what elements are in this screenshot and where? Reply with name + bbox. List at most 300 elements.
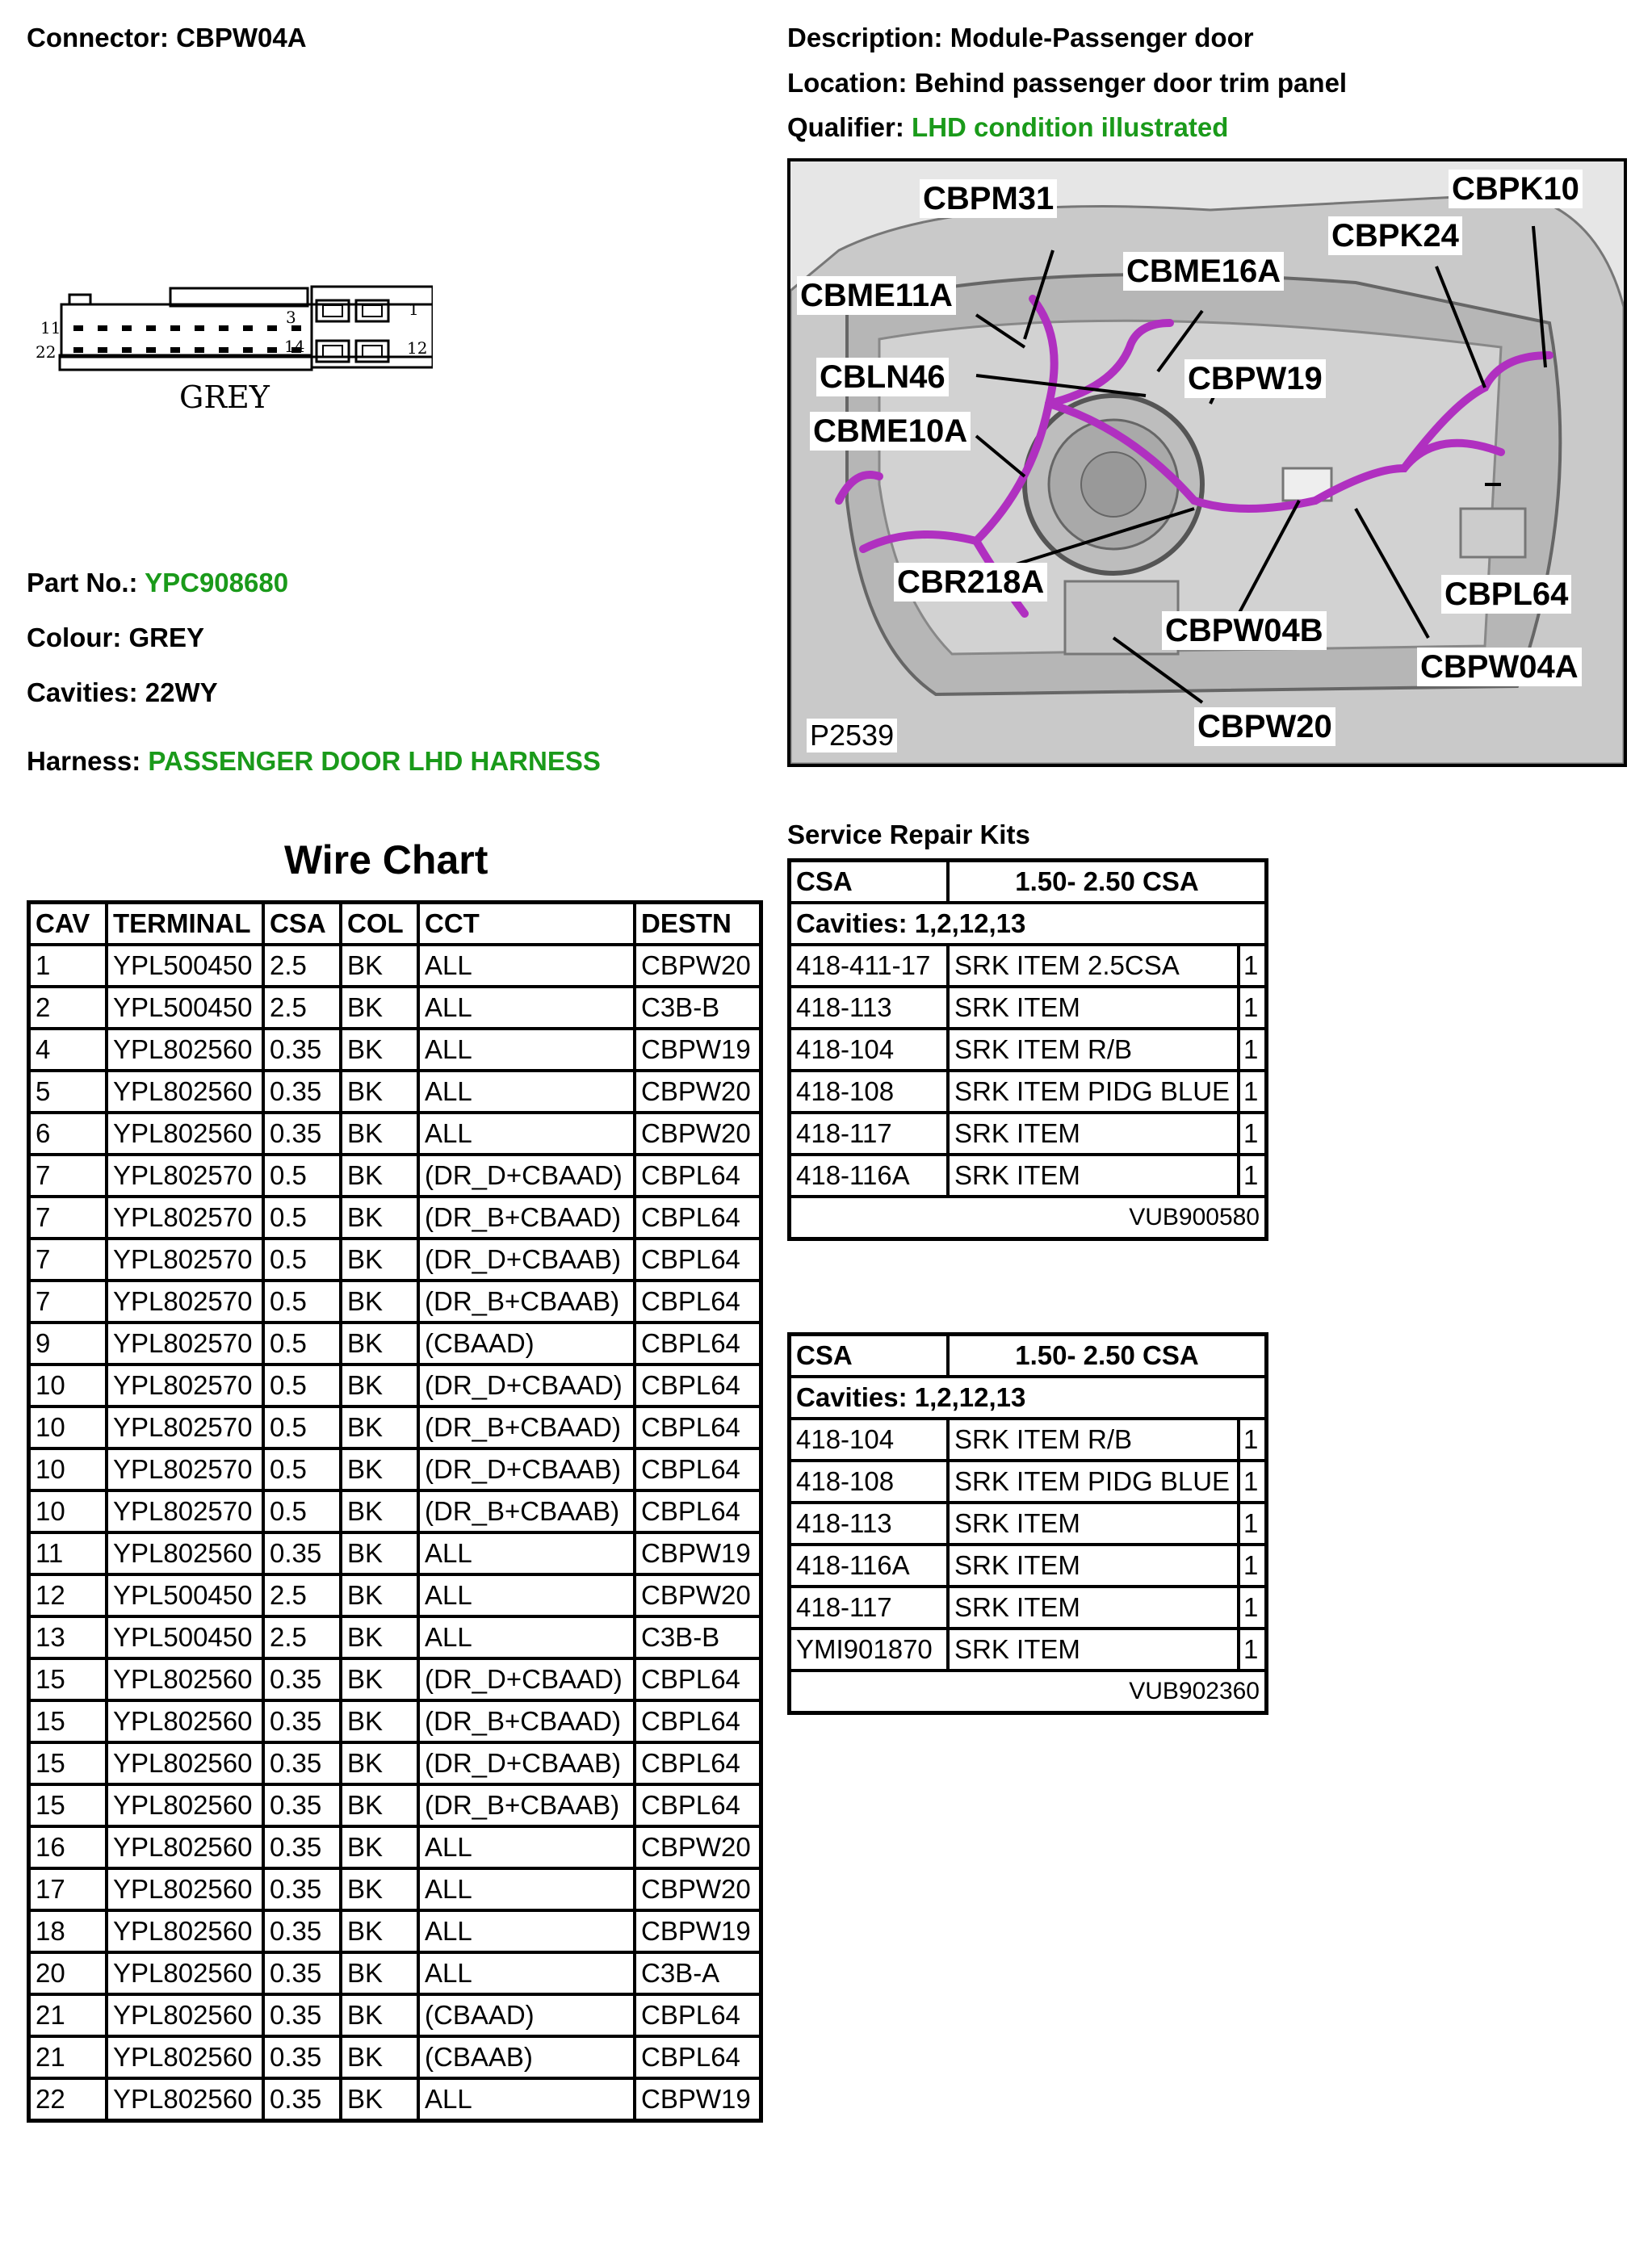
cell-destn: CBPW19 xyxy=(635,1910,761,1952)
kit-csa-range: 1.50- 2.50 CSA xyxy=(948,861,1267,903)
cavities-line xyxy=(27,677,218,708)
cell-destn: CBPL64 xyxy=(635,1197,761,1239)
cell-terminal: YPL802560 xyxy=(107,2078,263,2121)
wire-chart-row xyxy=(29,2078,761,2121)
description-value: Module-Passenger door xyxy=(950,23,1254,52)
cell-cav: 11 xyxy=(29,1532,107,1574)
kit-csa-label: CSA xyxy=(790,1335,949,1377)
cell-terminal: YPL802560 xyxy=(107,2036,263,2078)
cell-destn: C3B-B xyxy=(635,1616,761,1658)
cell-csa: 0.35 xyxy=(263,1952,341,1994)
kit-item-qty: 1 xyxy=(1239,1113,1267,1155)
cell-cav: 16 xyxy=(29,1826,107,1868)
cell-cav: 22 xyxy=(29,2078,107,2121)
cell-cct: ALL xyxy=(418,1910,635,1952)
wire-chart-row xyxy=(29,1868,761,1910)
kit-item-row xyxy=(790,1545,1267,1587)
kit-item-qty: 1 xyxy=(1239,1629,1267,1671)
pin-12-label: 12 xyxy=(407,338,428,358)
cell-terminal: YPL802560 xyxy=(107,1700,263,1742)
cell-terminal: YPL802570 xyxy=(107,1239,263,1281)
wire-chart-row xyxy=(29,1952,761,1994)
cell-cct: ALL xyxy=(418,1952,635,1994)
part-no-value: YPC908680 xyxy=(145,568,289,597)
cell-csa: 0.35 xyxy=(263,2036,341,2078)
description-label: Description: xyxy=(787,23,943,52)
cell-destn: CBPW20 xyxy=(635,1868,761,1910)
kit-cavities-row xyxy=(790,903,1267,945)
cell-terminal: YPL802560 xyxy=(107,1071,263,1113)
cell-terminal: YPL802560 xyxy=(107,1910,263,1952)
cell-cct: (DR_B+CBAAB) xyxy=(418,1490,635,1532)
cell-destn: CBPW20 xyxy=(635,1071,761,1113)
cell-csa: 0.35 xyxy=(263,1742,341,1784)
cell-cav: 10 xyxy=(29,1448,107,1490)
cell-col: BK xyxy=(341,1490,418,1532)
cell-cav: 4 xyxy=(29,1029,107,1071)
kit-item-row xyxy=(790,1071,1267,1113)
cell-cct: ALL xyxy=(418,1868,635,1910)
cell-col: BK xyxy=(341,1406,418,1448)
wire-chart-row xyxy=(29,1658,761,1700)
kit-csa-label: CSA xyxy=(790,861,949,903)
cell-csa: 0.5 xyxy=(263,1448,341,1490)
cell-terminal: YPL802570 xyxy=(107,1323,263,1365)
kit-code-row xyxy=(790,1671,1267,1713)
kit-item-qty: 1 xyxy=(1239,1587,1267,1629)
cell-col: BK xyxy=(341,1239,418,1281)
kit-cavities-row xyxy=(790,1377,1267,1419)
wire-chart-row xyxy=(29,1742,761,1784)
cell-csa: 0.35 xyxy=(263,1658,341,1700)
kit-item-desc: SRK ITEM xyxy=(948,1545,1239,1587)
cell-csa: 0.35 xyxy=(263,1994,341,2036)
cell-col: BK xyxy=(341,1029,418,1071)
wire-chart-row xyxy=(29,1910,761,1952)
pin-22-label: 22 xyxy=(36,342,57,362)
kit-csa-row xyxy=(790,1335,1267,1377)
door-location-photo xyxy=(787,158,1627,767)
cell-destn: CBPW20 xyxy=(635,1113,761,1155)
wire-chart-row xyxy=(29,945,761,987)
kit-item-qty: 1 xyxy=(1239,1503,1267,1545)
cell-terminal: YPL802570 xyxy=(107,1155,263,1197)
cell-cav: 12 xyxy=(29,1574,107,1616)
cell-destn: CBPL64 xyxy=(635,1658,761,1700)
wire-chart-row xyxy=(29,1071,761,1113)
cell-cct: ALL xyxy=(418,1029,635,1071)
cell-cav: 20 xyxy=(29,1952,107,1994)
callout-cbpw04b: CBPW04B xyxy=(1162,611,1327,650)
kit-item-qty: 1 xyxy=(1239,1545,1267,1587)
cell-csa: 0.35 xyxy=(263,1700,341,1742)
cell-cav: 21 xyxy=(29,1994,107,2036)
cell-terminal: YPL802560 xyxy=(107,1029,263,1071)
cell-csa: 0.35 xyxy=(263,1113,341,1155)
cell-cct: (DR_D+CBAAB) xyxy=(418,1448,635,1490)
cell-terminal: YPL500450 xyxy=(107,945,263,987)
cell-col: BK xyxy=(341,1742,418,1784)
cell-cav: 7 xyxy=(29,1155,107,1197)
cell-destn: CBPL64 xyxy=(635,1490,761,1532)
kit-item-part: YMI901870 xyxy=(790,1629,949,1671)
cell-csa: 0.5 xyxy=(263,1239,341,1281)
wire-chart-row xyxy=(29,1406,761,1448)
cell-cav: 10 xyxy=(29,1490,107,1532)
cell-terminal: YPL802560 xyxy=(107,1742,263,1784)
cell-terminal: YPL802560 xyxy=(107,1658,263,1700)
cell-col: BK xyxy=(341,1532,418,1574)
cavities-value: 22WY xyxy=(145,677,218,707)
callout-cbpw19: CBPW19 xyxy=(1184,359,1326,398)
cell-csa: 0.5 xyxy=(263,1323,341,1365)
callout-cbme16a: CBME16A xyxy=(1123,252,1284,291)
kit-code: VUB900580 xyxy=(790,1197,1267,1239)
header-terminal: TERMINAL xyxy=(107,903,263,945)
cell-csa: 0.35 xyxy=(263,1029,341,1071)
callout-cbpl64: CBPL64 xyxy=(1441,575,1571,614)
kit-item-row xyxy=(790,987,1267,1029)
cell-cct: (CBAAD) xyxy=(418,1994,635,2036)
kit-cavities: Cavities: 1,2,12,13 xyxy=(790,903,1267,945)
figure-id: P2539 xyxy=(807,719,897,752)
cell-terminal: YPL802560 xyxy=(107,1784,263,1826)
cell-cav: 5 xyxy=(29,1071,107,1113)
cell-destn: CBPL64 xyxy=(635,1700,761,1742)
header-cct: CCT xyxy=(418,903,635,945)
kit-code-row xyxy=(790,1197,1267,1239)
cell-cct: ALL xyxy=(418,987,635,1029)
cell-col: BK xyxy=(341,945,418,987)
cell-cav: 9 xyxy=(29,1323,107,1365)
cell-destn: C3B-B xyxy=(635,987,761,1029)
cell-cct: (DR_B+CBAAD) xyxy=(418,1406,635,1448)
cell-col: BK xyxy=(341,1994,418,2036)
cell-csa: 0.35 xyxy=(263,1532,341,1574)
kit-item-part: 418-108 xyxy=(790,1461,949,1503)
callout-cbpw04a: CBPW04A xyxy=(1417,648,1582,686)
kit-item-desc: SRK ITEM R/B xyxy=(948,1419,1239,1461)
kit-item-part: 418-116A xyxy=(790,1155,949,1197)
cell-cct: ALL xyxy=(418,1826,635,1868)
callout-cbme10a: CBME10A xyxy=(810,412,971,451)
kit-item-part: 418-411-17 xyxy=(790,945,949,987)
cell-csa: 0.5 xyxy=(263,1365,341,1406)
cell-cav: 10 xyxy=(29,1365,107,1406)
cell-cav: 15 xyxy=(29,1784,107,1826)
location-value: Behind passenger door trim panel xyxy=(914,68,1348,98)
wire-chart-row xyxy=(29,1365,761,1406)
cell-csa: 0.5 xyxy=(263,1490,341,1532)
wire-chart-row xyxy=(29,1197,761,1239)
kit-item-row xyxy=(790,1587,1267,1629)
cell-cav: 2 xyxy=(29,987,107,1029)
wire-chart-row xyxy=(29,1532,761,1574)
wire-chart-row xyxy=(29,1826,761,1868)
kit-item-desc: SRK ITEM xyxy=(948,987,1239,1029)
callout-cbpw20: CBPW20 xyxy=(1194,707,1335,746)
cell-col: BK xyxy=(341,1574,418,1616)
cell-terminal: YPL500450 xyxy=(107,1574,263,1616)
cell-destn: CBPW19 xyxy=(635,1029,761,1071)
cell-cav: 15 xyxy=(29,1658,107,1700)
cell-terminal: YPL802570 xyxy=(107,1365,263,1406)
wire-chart-row xyxy=(29,1323,761,1365)
wire-chart-row xyxy=(29,1029,761,1071)
wire-chart-row xyxy=(29,1490,761,1532)
cell-cav: 18 xyxy=(29,1910,107,1952)
connector-diagram xyxy=(29,283,433,428)
harness-line xyxy=(27,746,601,777)
wire-chart-row xyxy=(29,1113,761,1155)
wire-chart-row xyxy=(29,1155,761,1197)
callout-cbpk10: CBPK10 xyxy=(1449,170,1583,208)
cell-destn: C3B-A xyxy=(635,1952,761,1994)
cell-terminal: YPL802560 xyxy=(107,1952,263,1994)
cell-terminal: YPL802570 xyxy=(107,1490,263,1532)
wire-chart-header-row xyxy=(29,903,761,945)
kit-item-qty: 1 xyxy=(1239,1461,1267,1503)
kit-item-row xyxy=(790,945,1267,987)
kit-item-desc: SRK ITEM PIDG BLUE xyxy=(948,1071,1239,1113)
cell-cct: (DR_D+CBAAD) xyxy=(418,1365,635,1406)
cell-cav: 7 xyxy=(29,1197,107,1239)
cell-csa: 0.35 xyxy=(263,1868,341,1910)
kit-item-row xyxy=(790,1155,1267,1197)
connector-line xyxy=(27,23,307,53)
wire-chart-row xyxy=(29,2036,761,2078)
cell-col: BK xyxy=(341,1826,418,1868)
kit-item-part: 418-113 xyxy=(790,987,949,1029)
kit-csa-row xyxy=(790,861,1267,903)
cell-csa: 0.5 xyxy=(263,1155,341,1197)
cell-cav: 10 xyxy=(29,1406,107,1448)
cell-cav: 7 xyxy=(29,1239,107,1281)
kit-item-desc: SRK ITEM xyxy=(948,1503,1239,1545)
cell-col: BK xyxy=(341,1113,418,1155)
cell-cav: 17 xyxy=(29,1868,107,1910)
cell-col: BK xyxy=(341,1784,418,1826)
colour-label: Colour: xyxy=(27,623,122,652)
cell-cct: (CBAAD) xyxy=(418,1323,635,1365)
cell-cct: ALL xyxy=(418,1071,635,1113)
callout-cbpk24: CBPK24 xyxy=(1328,216,1462,255)
cell-cav: 15 xyxy=(29,1742,107,1784)
cell-csa: 0.35 xyxy=(263,1826,341,1868)
kit-item-part: 418-104 xyxy=(790,1029,949,1071)
kit-item-row xyxy=(790,1113,1267,1155)
cell-col: BK xyxy=(341,2036,418,2078)
wire-chart-table xyxy=(27,900,763,2123)
cell-destn: CBPL64 xyxy=(635,1323,761,1365)
header-cav: CAV xyxy=(29,903,107,945)
harness-value: PASSENGER DOOR LHD HARNESS xyxy=(148,746,601,776)
cell-csa: 0.35 xyxy=(263,1784,341,1826)
cell-cct: ALL xyxy=(418,2078,635,2121)
cell-terminal: YPL802570 xyxy=(107,1197,263,1239)
cell-cct: (DR_B+CBAAB) xyxy=(418,1281,635,1323)
kit-item-desc: SRK ITEM xyxy=(948,1155,1239,1197)
header-col: COL xyxy=(341,903,418,945)
service-repair-kit-table xyxy=(787,1332,1268,1715)
colour-value: GREY xyxy=(128,623,205,652)
part-no-line xyxy=(27,568,288,598)
kit-item-desc: SRK ITEM 2.5CSA xyxy=(948,945,1239,987)
cell-terminal: YPL500450 xyxy=(107,987,263,1029)
wire-chart-body xyxy=(29,945,761,2121)
qualifier-line xyxy=(787,112,1228,143)
cell-cct: ALL xyxy=(418,1532,635,1574)
kit-item-desc: SRK ITEM PIDG BLUE xyxy=(948,1461,1239,1503)
cell-terminal: YPL802560 xyxy=(107,1994,263,2036)
cell-cav: 1 xyxy=(29,945,107,987)
cell-col: BK xyxy=(341,1910,418,1952)
wire-chart-row xyxy=(29,1994,761,2036)
cell-cav: 21 xyxy=(29,2036,107,2078)
cell-destn: CBPL64 xyxy=(635,1239,761,1281)
cavities-label: Cavities: xyxy=(27,677,138,707)
kit-item-desc: SRK ITEM R/B xyxy=(948,1029,1239,1071)
cell-terminal: YPL802560 xyxy=(107,1868,263,1910)
cell-cav: 6 xyxy=(29,1113,107,1155)
kit-item-qty: 1 xyxy=(1239,1071,1267,1113)
callout-cbr218a: CBR218A xyxy=(894,563,1047,602)
cell-cct: (DR_D+CBAAD) xyxy=(418,1658,635,1700)
location-line xyxy=(787,68,1347,99)
pin-3-label: 3 xyxy=(286,308,296,327)
cell-cct: ALL xyxy=(418,1574,635,1616)
cell-terminal: YPL802570 xyxy=(107,1406,263,1448)
kit-item-desc: SRK ITEM xyxy=(948,1113,1239,1155)
cell-cav: 15 xyxy=(29,1700,107,1742)
connector-colour-label: GREY xyxy=(179,379,270,415)
cell-destn: CBPW19 xyxy=(635,1532,761,1574)
kit-item-qty: 1 xyxy=(1239,1419,1267,1461)
location-label: Location: xyxy=(787,68,908,98)
cell-col: BK xyxy=(341,1281,418,1323)
service-repair-kit-table xyxy=(787,858,1268,1241)
cell-destn: CBPW20 xyxy=(635,945,761,987)
kit-item-part: 418-108 xyxy=(790,1071,949,1113)
cell-destn: CBPW19 xyxy=(635,2078,761,2121)
cell-col: BK xyxy=(341,1365,418,1406)
kit-item-qty: 1 xyxy=(1239,987,1267,1029)
cell-terminal: YPL802570 xyxy=(107,1448,263,1490)
cell-col: BK xyxy=(341,1197,418,1239)
colour-line xyxy=(27,623,204,653)
kit-code: VUB902360 xyxy=(790,1671,1267,1713)
cell-csa: 0.5 xyxy=(263,1281,341,1323)
cell-cct: (DR_D+CBAAB) xyxy=(418,1239,635,1281)
kit-item-row xyxy=(790,1029,1267,1071)
cell-cct: (DR_D+CBAAB) xyxy=(418,1742,635,1784)
cell-col: BK xyxy=(341,1448,418,1490)
wire-chart-row xyxy=(29,1448,761,1490)
cell-terminal: YPL802570 xyxy=(107,1281,263,1323)
cell-csa: 2.5 xyxy=(263,1616,341,1658)
cell-cav: 7 xyxy=(29,1281,107,1323)
kit-item-part: 418-113 xyxy=(790,1503,949,1545)
cell-destn: CBPW20 xyxy=(635,1574,761,1616)
callout-cbln46: CBLN46 xyxy=(816,358,949,396)
kit-item-qty: 1 xyxy=(1239,1155,1267,1197)
kit-item-row xyxy=(790,1461,1267,1503)
cell-col: BK xyxy=(341,1323,418,1365)
kit-item-part: 418-117 xyxy=(790,1587,949,1629)
cell-destn: CBPL64 xyxy=(635,2036,761,2078)
cell-destn: CBPL64 xyxy=(635,1406,761,1448)
kit-cavities: Cavities: 1,2,12,13 xyxy=(790,1377,1267,1419)
kit-item-row xyxy=(790,1503,1267,1545)
wire-chart-row xyxy=(29,1574,761,1616)
kit-item-part: 418-116A xyxy=(790,1545,949,1587)
wire-chart-row xyxy=(29,1239,761,1281)
qualifier-label: Qualifier: xyxy=(787,112,904,142)
part-no-label: Part No.: xyxy=(27,568,138,597)
kit-csa-range: 1.50- 2.50 CSA xyxy=(948,1335,1267,1377)
pin-14-label: 14 xyxy=(284,337,305,356)
cell-destn: CBPL64 xyxy=(635,1448,761,1490)
cell-cct: (DR_B+CBAAD) xyxy=(418,1700,635,1742)
cell-destn: CBPL64 xyxy=(635,1365,761,1406)
cell-cct: (DR_D+CBAAD) xyxy=(418,1155,635,1197)
cell-csa: 0.35 xyxy=(263,1071,341,1113)
kit-item-desc: SRK ITEM xyxy=(948,1587,1239,1629)
cell-col: BK xyxy=(341,1616,418,1658)
cell-destn: CBPW20 xyxy=(635,1826,761,1868)
cell-csa: 2.5 xyxy=(263,987,341,1029)
header-destn: DESTN xyxy=(635,903,761,945)
cell-destn: CBPL64 xyxy=(635,1742,761,1784)
cell-csa: 2.5 xyxy=(263,1574,341,1616)
cell-csa: 2.5 xyxy=(263,945,341,987)
wire-chart-row xyxy=(29,1784,761,1826)
service-repair-kits-title: Service Repair Kits xyxy=(787,820,1030,849)
kit-item-part: 418-104 xyxy=(790,1419,949,1461)
qualifier-value: LHD condition illustrated xyxy=(912,112,1229,142)
cell-col: BK xyxy=(341,1952,418,1994)
cell-col: BK xyxy=(341,987,418,1029)
wire-chart-row xyxy=(29,1616,761,1658)
cell-col: BK xyxy=(341,1071,418,1113)
cell-csa: 0.5 xyxy=(263,1406,341,1448)
cell-terminal: YPL802560 xyxy=(107,1826,263,1868)
cell-col: BK xyxy=(341,1700,418,1742)
cell-col: BK xyxy=(341,2078,418,2121)
pin-11-label: 11 xyxy=(40,318,61,337)
kit-item-row xyxy=(790,1419,1267,1461)
cell-col: BK xyxy=(341,1868,418,1910)
harness-label: Harness: xyxy=(27,746,141,776)
header-csa: CSA xyxy=(263,903,341,945)
cell-csa: 0.35 xyxy=(263,1910,341,1952)
connector-label: Connector: xyxy=(27,23,169,52)
cell-terminal: YPL802560 xyxy=(107,1532,263,1574)
cell-csa: 0.35 xyxy=(263,2078,341,2121)
cell-csa: 0.5 xyxy=(263,1197,341,1239)
cell-cav: 13 xyxy=(29,1616,107,1658)
connector-value: CBPW04A xyxy=(176,23,307,52)
description-line xyxy=(787,23,1254,53)
cell-terminal: YPL500450 xyxy=(107,1616,263,1658)
wire-chart-row xyxy=(29,1700,761,1742)
wire-chart-row xyxy=(29,987,761,1029)
kit-item-qty: 1 xyxy=(1239,1029,1267,1071)
wire-chart-row xyxy=(29,1281,761,1323)
cell-cct: ALL xyxy=(418,1113,635,1155)
cell-cct: (DR_B+CBAAB) xyxy=(418,1784,635,1826)
cell-terminal: YPL802560 xyxy=(107,1113,263,1155)
